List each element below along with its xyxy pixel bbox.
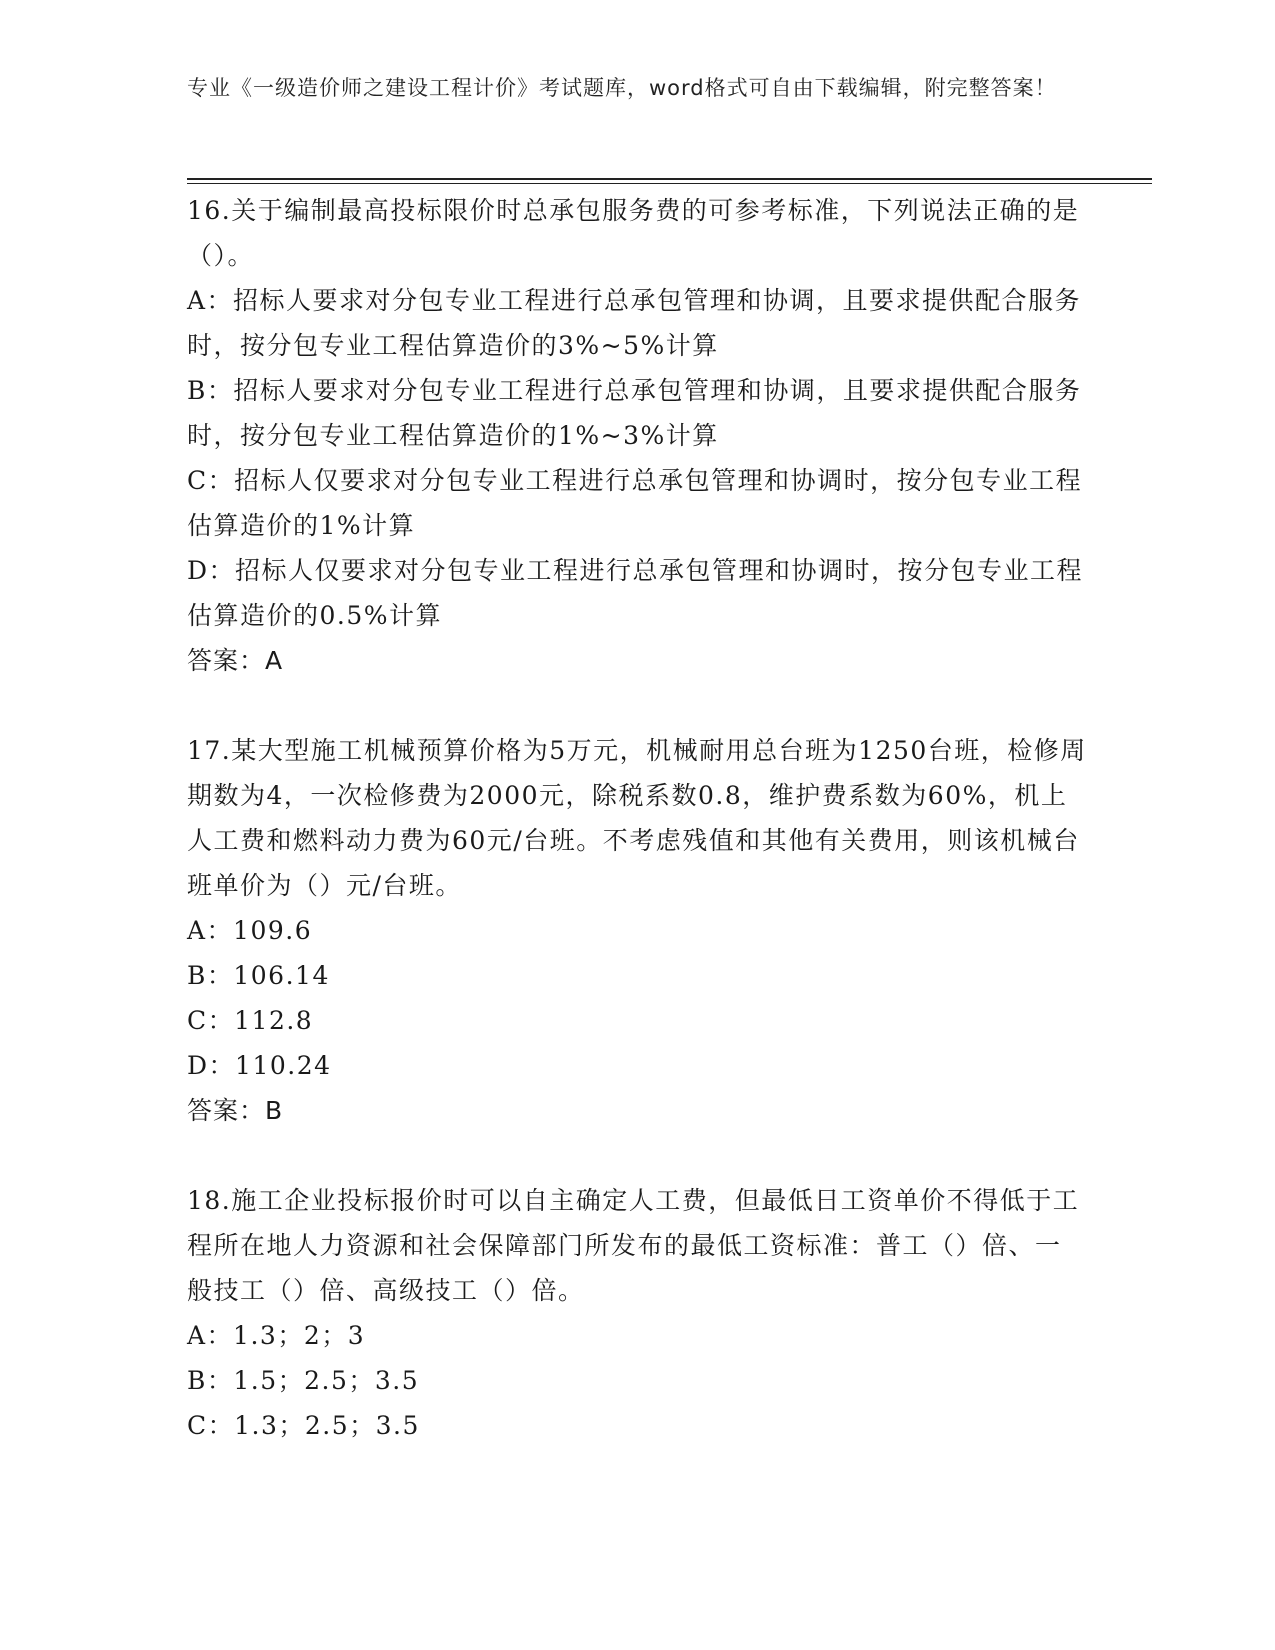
option-a: A：1.3；2；3 [187, 1321, 366, 1350]
question-list [187, 188, 1087, 1448]
option-d: D：招标人仅要求对分包专业工程进行总承包管理和协调时，按分包专业工程估算造价的0.5%计算 [187, 556, 1084, 630]
spacer [187, 1133, 1087, 1178]
option-c: C：1.3；2.5；3.5 [187, 1411, 420, 1440]
question-stem: 16.关于编制最高投标限价时总承包服务费的可参考标准，下列说法正确的是（）。 [187, 196, 1080, 270]
option-a: A：招标人要求对分包专业工程进行总承包管理和协调，且要求提供配合服务时，按分包专业工程估算造价的3%~5%计算 [187, 286, 1082, 360]
question-stem: 17.某大型施工机械预算价格为5万元，机械耐用总台班为1250台班，检修周期数为4，一次检修费为2000元，除税系数0.8，维护费系数为60%，机上人工费和燃料动力费为60元/台班。不考虑残值和其他有关费用，则该机械台班单价为（）元/台班。 [187, 736, 1087, 900]
option-b: B：1.5；2.5；3.5 [187, 1366, 420, 1395]
option-b: B：106.14 [187, 961, 330, 990]
spacer [187, 683, 1087, 728]
header-rule-thin [187, 183, 1152, 184]
answer: 答案：B [187, 1096, 284, 1125]
question-block [187, 188, 1087, 683]
page-header: 专业《一级造价师之建设工程计价》考试题库，word格式可自由下载编辑，附完整答案！ [187, 76, 1057, 100]
option-b: B：招标人要求对分包专业工程进行总承包管理和协调，且要求提供配合服务时，按分包专业工程估算造价的1%~3%计算 [187, 376, 1082, 450]
option-c: C：招标人仅要求对分包专业工程进行总承包管理和协调时，按分包专业工程估算造价的1%计算 [187, 466, 1083, 540]
option-d: D：110.24 [187, 1051, 332, 1080]
question-block [187, 728, 1087, 1133]
header-rule-thick [187, 178, 1152, 180]
option-a: A：109.6 [187, 916, 313, 945]
option-c: C：112.8 [187, 1006, 314, 1035]
question-stem: 18.施工企业投标报价时可以自主确定人工费，但最低日工资单价不得低于工程所在地人力资源和社会保障部门所发布的最低工资标准：普工（）倍、一般技工（）倍、高级技工（）倍。 [187, 1186, 1080, 1305]
question-block [187, 1178, 1087, 1448]
answer: 答案：A [187, 646, 284, 675]
